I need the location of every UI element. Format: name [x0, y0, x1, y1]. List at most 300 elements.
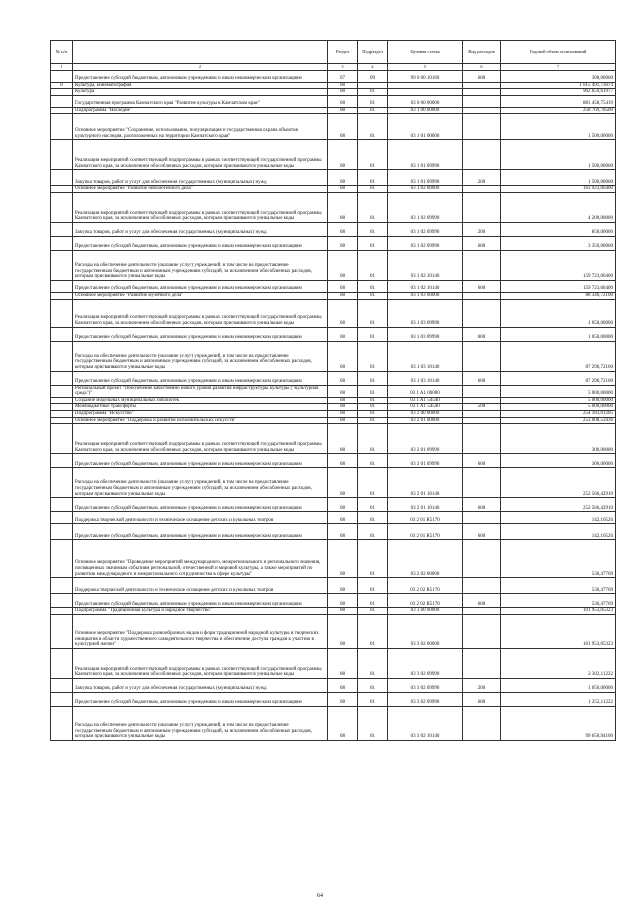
- cell-sum: 300,00000: [501, 454, 616, 468]
- cell-vr: 600: [463, 236, 501, 250]
- cell-vr: 600: [463, 454, 501, 468]
- cell-razdel: 08: [328, 82, 358, 89]
- cell-name: Культура, кинематография: [73, 82, 328, 89]
- cell-razdel: 08: [328, 89, 358, 96]
- cell-csr: 03 2 02 00000: [388, 540, 463, 578]
- cell-name: Предоставление субсидий бюджетным, автономным учреждениям и иным некоммерческим организациям: [73, 524, 328, 540]
- cell-name: Предоставление субсидий бюджетным, автономным учреждениям и иным некоммерческим организациям: [73, 280, 328, 292]
- cell-num: [51, 192, 73, 222]
- cell-name: Создание модельных муниципальных библиотек: [73, 397, 328, 404]
- cell-num: [51, 692, 73, 706]
- cell-razdel: 08: [328, 594, 358, 608]
- cell-razdel: 08: [328, 692, 358, 706]
- cell-razdel: 08: [328, 468, 358, 498]
- cell-csr: 03 3 02 09990: [388, 678, 463, 692]
- cell-podrazdel: 01: [358, 614, 388, 648]
- table-row: [51, 107, 616, 114]
- cell-num: [51, 140, 73, 170]
- cell-sum: 536,47769: [501, 594, 616, 608]
- cell-razdel: 08: [328, 540, 358, 578]
- cell-podrazdel: 01: [358, 385, 388, 397]
- column-index: 1: [51, 64, 73, 71]
- cell-num: [51, 186, 73, 193]
- table-row: [51, 82, 616, 89]
- cell-podrazdel: 01: [358, 404, 388, 411]
- table-row: [51, 327, 616, 341]
- cell-csr: 03 1 02 10140: [388, 280, 463, 292]
- cell-sum: 87 296,72100: [501, 341, 616, 371]
- cell-num: [51, 222, 73, 236]
- table-row: [51, 385, 616, 397]
- cell-sum: 5 000,00000: [501, 404, 616, 411]
- cell-sum: 254 183,01205: [501, 410, 616, 417]
- cell-vr: [463, 192, 501, 222]
- cell-num: [51, 706, 73, 740]
- cell-sum: 2 302,11222: [501, 648, 616, 678]
- table-row: [51, 594, 616, 608]
- cell-sum: 1 500,00000: [501, 140, 616, 170]
- cell-razdel: 08: [328, 397, 358, 404]
- cell-sum: 962 659,61977: [501, 89, 616, 96]
- cell-name: Подпрограмма "Искусство": [73, 410, 328, 417]
- cell-num: [51, 292, 73, 299]
- cell-razdel: 08: [328, 706, 358, 740]
- cell-razdel: 08: [328, 107, 358, 114]
- cell-vr: [463, 140, 501, 170]
- cell-razdel: 08: [328, 236, 358, 250]
- cell-razdel: 08: [328, 192, 358, 222]
- cell-num: [51, 608, 73, 615]
- cell-num: [51, 250, 73, 280]
- cell-vr: 600: [463, 371, 501, 385]
- cell-num: [51, 107, 73, 114]
- table-body: [51, 70, 616, 740]
- cell-vr: 600: [463, 327, 501, 341]
- cell-csr: 03 2 01 09990: [388, 454, 463, 468]
- cell-name: Межбюджетные трансферты: [73, 404, 328, 411]
- cell-sum: 5 000,00000: [501, 385, 616, 397]
- cell-name: Реализация мероприятий соответствующей подпрограммы в рамках соответствующей государственной программы Камчатского края, за исключением обособленных расходов, которым присваиваются уникальные коды: [73, 299, 328, 327]
- table-row: [51, 608, 616, 615]
- cell-num: [51, 299, 73, 327]
- cell-num: [51, 327, 73, 341]
- cell-name: Предоставление субсидий бюджетным, автономным учреждениям и иным некоммерческим организациям: [73, 454, 328, 468]
- cell-vr: [463, 299, 501, 327]
- cell-podrazdel: 01: [358, 292, 388, 299]
- cell-podrazdel: 01: [358, 371, 388, 385]
- column-index: 6: [463, 64, 501, 71]
- cell-vr: 600: [463, 692, 501, 706]
- cell-sum: 300,00000: [501, 424, 616, 454]
- cell-csr: 03 3 02 00000: [388, 614, 463, 648]
- cell-name: Реализация мероприятий соответствующей подпрограммы в рамках соответствующей государственной программы Камчатского края, за исключением обособленных расходов, которым присваиваются уникальные коды: [73, 648, 328, 678]
- table-row: [51, 417, 616, 424]
- column-index: 4: [358, 64, 388, 71]
- cell-razdel: 08: [328, 250, 358, 280]
- cell-csr: 03 3 02 09990: [388, 648, 463, 678]
- cell-sum: 101 953,05323: [501, 614, 616, 648]
- cell-num: [51, 114, 73, 140]
- cell-csr: 03 3 00 00000: [388, 608, 463, 615]
- cell-podrazdel: 01: [358, 280, 388, 292]
- cell-podrazdel: 01: [358, 250, 388, 280]
- cell-num: [51, 648, 73, 678]
- table-row: [51, 341, 616, 371]
- column-index: 7: [501, 64, 616, 71]
- cell-razdel: 08: [328, 498, 358, 512]
- cell-csr: 03 2 02 R5170: [388, 578, 463, 594]
- table-row: [51, 397, 616, 404]
- cell-num: [51, 454, 73, 468]
- cell-name: Закупка товаров, работ и услуг для обеспечения государственных (муниципальных) нужд: [73, 678, 328, 692]
- cell-num: [51, 468, 73, 498]
- cell-vr: [463, 385, 501, 397]
- table-row: [51, 468, 616, 498]
- table-row: [51, 114, 616, 140]
- table-row: [51, 371, 616, 385]
- cell-num: [51, 417, 73, 424]
- cell-sum: 1 050,00000: [501, 678, 616, 692]
- cell-podrazdel: 01: [358, 140, 388, 170]
- cell-csr: 03 2 01 10140: [388, 498, 463, 512]
- cell-name: Расходы на обеспечение деятельности (оказание услуг) учреждений, в том числе на предоставление государственным бюджетным и автономным учреждениям субсидий, за исключением обособленных расходов, которым присваиваются уникальные коды: [73, 468, 328, 498]
- cell-vr: 200: [463, 222, 501, 236]
- cell-sum: 850,00000: [501, 222, 616, 236]
- cell-vr: [463, 341, 501, 371]
- cell-name: Поддержка творческой деятельности и техническое оснащение детских и кукольных театров: [73, 578, 328, 594]
- cell-razdel: 08: [328, 170, 358, 186]
- cell-sum: 159 723,06400: [501, 250, 616, 280]
- cell-vr: [463, 417, 501, 424]
- table-row: [51, 236, 616, 250]
- cell-name: Основное мероприятие "Поддержка разнообразных видов и форм традиционной народной культуры и творческих инициатив в области художественного самодеятельного творчества и обеспечение доступа граждан к участию в культурной жизни": [73, 614, 328, 648]
- cell-razdel: 07: [328, 70, 358, 82]
- cell-razdel: 08: [328, 114, 358, 140]
- table-row: [51, 192, 616, 222]
- cell-podrazdel: 01: [358, 95, 388, 107]
- cell-vr: [463, 578, 501, 594]
- cell-csr: [388, 89, 463, 96]
- cell-podrazdel: 01: [358, 327, 388, 341]
- cell-sum: 159 723,06400: [501, 280, 616, 292]
- table-row: [51, 89, 616, 96]
- cell-name: Поддержка творческой деятельности и техническое оснащение детских и кукольных театров: [73, 512, 328, 524]
- cell-vr: 500: [463, 404, 501, 411]
- cell-razdel: 08: [328, 648, 358, 678]
- cell-razdel: 08: [328, 95, 358, 107]
- table-header-row: [51, 41, 616, 64]
- cell-num: [51, 424, 73, 454]
- column-index: 3: [328, 64, 358, 71]
- cell-sum: 5 000,00000: [501, 397, 616, 404]
- cell-vr: [463, 648, 501, 678]
- cell-vr: [463, 186, 501, 193]
- table-row: [51, 498, 616, 512]
- cell-num: [51, 371, 73, 385]
- cell-name: Расходы на обеспечение деятельности (оказание услуг) учреждений, в том числе на предоставление государственным бюджетным и автономным учреждениям субсидий, за исключением обособленных расходов, которым присваиваются уникальные коды: [73, 341, 328, 371]
- cell-sum: 536,47769: [501, 540, 616, 578]
- cell-vr: [463, 82, 501, 89]
- table-row: [51, 292, 616, 299]
- cell-sum: 253 008,53436: [501, 417, 616, 424]
- column-index-row: [51, 64, 616, 71]
- cell-vr: [463, 397, 501, 404]
- cell-podrazdel: 01: [358, 692, 388, 706]
- cell-csr: 03 0 00 00000: [388, 95, 463, 107]
- cell-sum: 1 500,00000: [501, 170, 616, 186]
- header-vr: Вид расходов: [463, 41, 501, 64]
- cell-num: [51, 594, 73, 608]
- cell-podrazdel: 01: [358, 540, 388, 578]
- cell-num: [51, 540, 73, 578]
- cell-razdel: 08: [328, 524, 358, 540]
- cell-podrazdel: 01: [358, 578, 388, 594]
- column-index: 2: [73, 64, 328, 71]
- cell-podrazdel: 01: [358, 192, 388, 222]
- cell-num: [51, 512, 73, 524]
- cell-razdel: 08: [328, 385, 358, 397]
- cell-num: [51, 498, 73, 512]
- cell-name: Предоставление субсидий бюджетным, автономным учреждениям и иным некоммерческим организациям: [73, 70, 328, 82]
- cell-csr: 03 2 01 00000: [388, 417, 463, 424]
- table-row: [51, 250, 616, 280]
- cell-podrazdel: 01: [358, 468, 388, 498]
- cell-sum: 1 500,00000: [501, 114, 616, 140]
- cell-razdel: 08: [328, 614, 358, 648]
- cell-csr: 03 1 03 09990: [388, 299, 463, 327]
- column-index: 5: [388, 64, 463, 71]
- cell-num: [51, 95, 73, 107]
- cell-podrazdel: 01: [358, 498, 388, 512]
- cell-name: Государственная программа Камчатского края "Развитие культуры в Камчатском крае": [73, 95, 328, 107]
- cell-num: [51, 678, 73, 692]
- cell-name: Расходы на обеспечение деятельности (оказание услуг) учреждений, в том числе на предоставление государственным бюджетным и автономным учреждениям субсидий, за исключением обособленных расходов, которым присваиваются уникальные коды: [73, 706, 328, 740]
- cell-name: Реализация мероприятий соответствующей подпрограммы в рамках соответствующей государственной программы Камчатского края, за исключением обособленных расходов, которым присваиваются уникальные коды: [73, 140, 328, 170]
- cell-csr: 03 1 03 10140: [388, 371, 463, 385]
- cell-sum: 1 252,11222: [501, 692, 616, 706]
- cell-csr: 03 2 01 R5170: [388, 524, 463, 540]
- cell-sum: 101 953,05323: [501, 608, 616, 615]
- header-razdel: Раздел: [328, 41, 358, 64]
- cell-name: Реализация мероприятий соответствующей подпрограммы в рамках соответствующей государственной программы Камчатского края, за исключением обособленных расходов, которым присваиваются уникальные коды: [73, 424, 328, 454]
- cell-vr: [463, 468, 501, 498]
- cell-num: [51, 578, 73, 594]
- cell-razdel: 08: [328, 404, 358, 411]
- cell-sum: 3 350,00000: [501, 236, 616, 250]
- cell-csr: 03 3 02 09990: [388, 692, 463, 706]
- cell-razdel: 08: [328, 341, 358, 371]
- cell-csr: 03 1 03 00000: [388, 292, 463, 299]
- cell-razdel: 08: [328, 424, 358, 454]
- cell-name: Закупка товаров, работ и услуг для обеспечения государственных (муниципальных) нужд: [73, 170, 328, 186]
- cell-sum: 1 050,00000: [501, 299, 616, 327]
- cell-sum: 99 650,94100: [501, 706, 616, 740]
- cell-sum: 87 296,72100: [501, 371, 616, 385]
- table-row: [51, 410, 616, 417]
- header-name: [73, 41, 328, 64]
- table-row: [51, 540, 616, 578]
- header-num: № п/п: [51, 41, 73, 64]
- table-row: [51, 170, 616, 186]
- cell-name: Культура: [73, 89, 328, 96]
- cell-podrazdel: 01: [358, 341, 388, 371]
- cell-csr: 03 2 01 09990: [388, 424, 463, 454]
- cell-razdel: 08: [328, 454, 358, 468]
- table-row: [51, 578, 616, 594]
- cell-razdel: 08: [328, 678, 358, 692]
- table-row: [51, 454, 616, 468]
- cell-razdel: 08: [328, 327, 358, 341]
- table-row: [51, 648, 616, 678]
- cell-name: Реализация мероприятий соответствующей подпрограммы в рамках соответствующей государственной программы Камчатского края, за исключением обособленных расходов, которым присваиваются уникальные коды: [73, 192, 328, 222]
- cell-razdel: 08: [328, 512, 358, 524]
- cell-vr: [463, 706, 501, 740]
- cell-vr: [463, 410, 501, 417]
- cell-vr: 600: [463, 70, 501, 82]
- header-csr: Целевая статья: [388, 41, 463, 64]
- cell-num: [51, 70, 73, 82]
- cell-podrazdel: 01: [358, 512, 388, 524]
- cell-podrazdel: 09: [358, 70, 388, 82]
- cell-num: [51, 397, 73, 404]
- cell-csr: 03 1 00 00000: [388, 107, 463, 114]
- cell-csr: 03 1 02 09990: [388, 192, 463, 222]
- cell-vr: [463, 95, 501, 107]
- cell-num: [51, 280, 73, 292]
- cell-podrazdel: 01: [358, 594, 388, 608]
- cell-sum: 300,00000: [501, 70, 616, 82]
- cell-name: Предоставление субсидий бюджетным, автономным учреждениям и иным некоммерческим организациям: [73, 327, 328, 341]
- cell-podrazdel: 01: [358, 236, 388, 250]
- cell-name: Основное мероприятие "Сохранение, использование, популяризация и государственная охрана объектов культурного наследия, расположенных на территории Камчатского края": [73, 114, 328, 140]
- cell-vr: [463, 292, 501, 299]
- table-row: [51, 424, 616, 454]
- cell-podrazdel: 01: [358, 678, 388, 692]
- table-row: [51, 692, 616, 706]
- cell-razdel: 08: [328, 417, 358, 424]
- cell-csr: 03 1 02 09990: [388, 236, 463, 250]
- cell-name: Предоставление субсидий бюджетным, автономным учреждениям и иным некоммерческим организациям: [73, 371, 328, 385]
- cell-podrazdel: 01: [358, 89, 388, 96]
- cell-sum: 881 458,75419: [501, 95, 616, 107]
- cell-name: Основное мероприятие "Проведение мероприятий международного, межрегионального и регионального значения, посвященных значимым событиям региональной, отечественной и мировой культуры, а также мероприятий по развитию международного и межрегионального сотрудничества в сфере культуры": [73, 540, 328, 578]
- cell-csr: 03 2 01 R5170: [388, 512, 463, 524]
- cell-razdel: 08: [328, 299, 358, 327]
- cell-name: Основное мероприятие "Развитие музейного дела": [73, 292, 328, 299]
- cell-vr: [463, 512, 501, 524]
- cell-vr: [463, 114, 501, 140]
- cell-csr: 03 1 03 09990: [388, 327, 463, 341]
- cell-vr: [463, 614, 501, 648]
- table-row: [51, 222, 616, 236]
- cell-name: Предоставление субсидий бюджетным, автономным учреждениям и иным некоммерческим организациям: [73, 498, 328, 512]
- cell-vr: [463, 540, 501, 578]
- cell-razdel: 08: [328, 186, 358, 193]
- header-sum: Годовой объем ассигнований: [501, 41, 616, 64]
- cell-name: Расходы на обеспечение деятельности (оказание услуг) учреждений, в том числе на предоставление государственным бюджетным и автономным учреждениям субсидий, за исключением обособленных расходов, которым присваиваются уникальные коды: [73, 250, 328, 280]
- table-row: [51, 678, 616, 692]
- cell-podrazdel: 01: [358, 410, 388, 417]
- cell-podrazdel: 01: [358, 417, 388, 424]
- table-row: [51, 614, 616, 648]
- cell-csr: 03 1 03 10140: [388, 341, 463, 371]
- cell-csr: 03 1 01 09990: [388, 170, 463, 186]
- cell-name: Региональный проект "Обеспечение качественно нового уровня развития инфраструктуры культуры ("Культурная среда")": [73, 385, 328, 397]
- cell-vr: 200: [463, 678, 501, 692]
- cell-vr: 200: [463, 170, 501, 186]
- table-row: [51, 299, 616, 327]
- cell-vr: [463, 107, 501, 114]
- cell-podrazdel: 01: [358, 397, 388, 404]
- cell-num: [51, 341, 73, 371]
- cell-vr: [463, 250, 501, 280]
- cell-razdel: 08: [328, 280, 358, 292]
- table-row: [51, 706, 616, 740]
- cell-num: [51, 614, 73, 648]
- page-number: 64: [317, 893, 323, 899]
- cell-vr: 600: [463, 524, 501, 540]
- cell-csr: 03 1 A1 54540: [388, 404, 463, 411]
- table-row: [51, 280, 616, 292]
- cell-csr: 03 1 02 10140: [388, 250, 463, 280]
- cell-razdel: 08: [328, 608, 358, 615]
- cell-csr: 03 3 02 10140: [388, 706, 463, 740]
- cell-sum: 142,10526: [501, 524, 616, 540]
- cell-razdel: 08: [328, 371, 358, 385]
- cell-podrazdel: 01: [358, 608, 388, 615]
- cell-vr: [463, 424, 501, 454]
- table-row: [51, 404, 616, 411]
- cell-razdel: 08: [328, 222, 358, 236]
- cell-podrazdel: 01: [358, 424, 388, 454]
- cell-razdel: 08: [328, 410, 358, 417]
- cell-num: [51, 170, 73, 186]
- cell-vr: 600: [463, 280, 501, 292]
- cell-sum: 163 923,06400: [501, 186, 616, 193]
- budget-table: [50, 40, 616, 741]
- cell-podrazdel: 01: [358, 454, 388, 468]
- cell-num: [51, 404, 73, 411]
- cell-csr: 03 1 01 09990: [388, 140, 463, 170]
- cell-razdel: 08: [328, 578, 358, 594]
- table-row: [51, 186, 616, 193]
- cell-name: Предоставление субсидий бюджетным, автономным учреждениям и иным некоммерческим организациям: [73, 692, 328, 706]
- cell-podrazdel: 01: [358, 222, 388, 236]
- cell-podrazdel: 01: [358, 186, 388, 193]
- cell-podrazdel: [358, 82, 388, 89]
- cell-vr: [463, 608, 501, 615]
- cell-vr: 600: [463, 594, 501, 608]
- cell-sum: 142,10526: [501, 512, 616, 524]
- cell-sum: 252 566,42910: [501, 498, 616, 512]
- cell-vr: 600: [463, 498, 501, 512]
- cell-num: [51, 236, 73, 250]
- table-row: [51, 95, 616, 107]
- cell-csr: [388, 82, 463, 89]
- cell-razdel: 08: [328, 140, 358, 170]
- cell-sum: 536,47769: [501, 578, 616, 594]
- cell-vr: [463, 89, 501, 96]
- cell-num: [51, 410, 73, 417]
- cell-num: [51, 524, 73, 540]
- cell-sum: 1 015 491,73674: [501, 82, 616, 89]
- cell-csr: 03 1 02 00000: [388, 186, 463, 193]
- cell-csr: 03 1 A1 00000: [388, 385, 463, 397]
- cell-name: Основное мероприятие "Поддержка и развитие исполнительских искусств": [73, 417, 328, 424]
- table-row: [51, 70, 616, 82]
- cell-csr: 03 1 01 00000: [388, 114, 463, 140]
- cell-name: Закупка товаров, работ и услуг для обеспечения государственных (муниципальных) нужд: [73, 222, 328, 236]
